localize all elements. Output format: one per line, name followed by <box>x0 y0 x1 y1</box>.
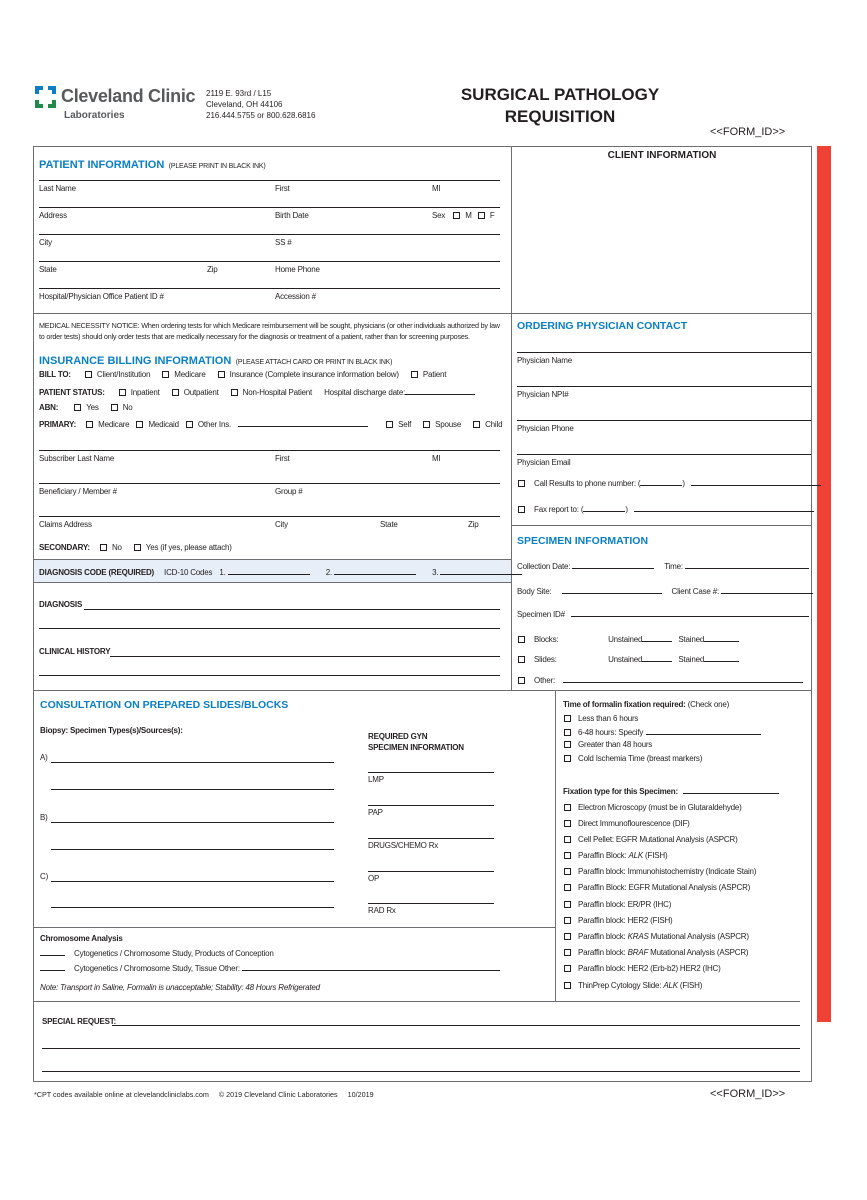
diagnosis-field[interactable] <box>84 609 500 610</box>
blocks-unstained-field[interactable] <box>642 634 672 642</box>
home-phone-field[interactable]: Home Phone <box>275 265 320 274</box>
specimen-id-row: Specimen ID# <box>517 609 809 619</box>
fixation-type-option: Paraffin block: KRAS Mutational Analysis (ASPCR) <box>564 932 749 941</box>
physician-npi-field[interactable]: Physician NPI# <box>517 390 569 399</box>
lmp-field[interactable] <box>368 772 494 773</box>
form-id-bottom: <<FORM_ID>> <box>710 1088 786 1100</box>
sex-f-checkbox[interactable] <box>478 212 485 219</box>
field-line <box>39 261 500 262</box>
primary-other-checkbox[interactable] <box>186 421 193 428</box>
call-results-checkbox[interactable] <box>518 480 525 487</box>
divider <box>555 690 556 1002</box>
field-line <box>517 454 811 455</box>
field-line <box>39 288 500 289</box>
fixation-gt48-checkbox[interactable] <box>564 741 571 748</box>
body-site-row: Body Site: Client Case #: <box>517 586 813 596</box>
field-line <box>39 516 500 517</box>
fixation-her2-fish-checkbox[interactable] <box>564 917 571 924</box>
client-info-heading: CLIENT INFORMATION <box>607 150 717 161</box>
accession-field[interactable]: Accession # <box>275 292 316 301</box>
client-info-area[interactable] <box>515 165 807 309</box>
accent-bar <box>817 146 831 1022</box>
group-field[interactable]: Group # <box>275 487 303 496</box>
source-c-label: C) <box>40 872 49 881</box>
bill-medicare-checkbox[interactable] <box>162 371 169 378</box>
fixation-time-option: Less than 6 hours <box>564 714 638 723</box>
fixation-specify-field[interactable] <box>646 727 761 735</box>
ss-field[interactable]: SS # <box>275 238 292 247</box>
collection-time-field[interactable] <box>685 561 809 569</box>
logo-name: Cleveland Clinic <box>61 86 196 106</box>
physician-heading: ORDERING PHYSICIAN CONTACT <box>517 320 688 332</box>
source-c-field-line2[interactable] <box>51 907 334 908</box>
clinical-history-label: CLINICAL HISTORY <box>39 647 111 656</box>
field-line <box>517 420 811 421</box>
op-label: OP <box>368 874 380 883</box>
sex-m-checkbox[interactable] <box>453 212 460 219</box>
special-request-line2[interactable] <box>42 1048 800 1049</box>
fixation-time-option: Cold Ischemia Time (breast markers) <box>564 754 702 763</box>
other-row: Other: <box>518 675 803 685</box>
fixation-type-option: Paraffin block: HER2 (FISH) <box>564 916 673 925</box>
divider <box>511 525 812 526</box>
slides-stained-field[interactable] <box>704 654 739 662</box>
chromosome-heading: Chromosome Analysis <box>40 934 123 943</box>
chromosome-note: Note: Transport in Saline, Formalin is unacceptable; Stability: 48 Hours Refrigerated <box>40 983 320 992</box>
call-area-code-field[interactable] <box>640 478 682 486</box>
status-nonhospital-checkbox[interactable] <box>231 389 238 396</box>
other-ins-field[interactable] <box>238 419 368 427</box>
abn-yes-checkbox[interactable] <box>74 404 81 411</box>
physician-name-field[interactable]: Physician Name <box>517 356 573 365</box>
fax-number-field[interactable] <box>634 504 814 512</box>
medical-necessity-notice: MEDICAL NECESSITY NOTICE: When ordering tests for which Medicare reimbursement will be sought, physicians (or other individuals authorized by law to order tests) should only order tests that are medically necessary for the diagnosis or treatment of a patient, rather than for screening purposes. <box>39 321 500 341</box>
claims-state-field[interactable]: State <box>380 520 398 529</box>
field-line <box>39 180 500 181</box>
fax-checkbox[interactable] <box>518 506 525 513</box>
fixation-time-option: Greater than 48 hours <box>564 740 652 749</box>
fixation-kras-checkbox[interactable] <box>564 933 571 940</box>
patient-id-field[interactable]: Hospital/Physician Office Patient ID # <box>39 292 164 301</box>
blocks-stained-field[interactable] <box>704 634 739 642</box>
fixation-type-option: Electron Microscopy (must be in Glutaraldehyde) <box>564 803 742 812</box>
special-request-label: SPECIAL REQUEST: <box>42 1017 116 1026</box>
primary-row: PRIMARY: Medicare Medicaid Other Ins. Self Spouse Child <box>39 420 503 429</box>
collection-date-field[interactable] <box>572 561 654 569</box>
state-field[interactable]: State <box>39 265 57 274</box>
source-a-field[interactable] <box>51 762 334 763</box>
page-title: SURGICAL PATHOLOGY REQUISITION <box>460 85 660 126</box>
rad-rx-field[interactable] <box>368 903 494 904</box>
chromosome-poc-field[interactable] <box>40 948 65 956</box>
fixation-type-option: Paraffin block: BRAF Mutational Analysis (ASPCR) <box>564 948 748 957</box>
discharge-date-field[interactable] <box>405 387 475 395</box>
fixation-time-option: 6-48 hours: Specify <box>564 727 761 737</box>
relation-child-checkbox[interactable] <box>473 421 480 428</box>
diagnosis-label: DIAGNOSIS <box>39 600 83 609</box>
first-name-field[interactable]: First <box>275 184 290 193</box>
claims-city-field[interactable]: City <box>275 520 288 529</box>
gyn-heading: REQUIRED GYN SPECIMEN INFORMATION <box>368 732 464 752</box>
fixation-erpr-checkbox[interactable] <box>564 901 571 908</box>
fixation-em-checkbox[interactable] <box>564 804 571 811</box>
source-b-label: B) <box>40 813 48 822</box>
source-a-label: A) <box>40 753 48 762</box>
relation-spouse-checkbox[interactable] <box>423 421 430 428</box>
physician-phone-field[interactable]: Physician Phone <box>517 424 574 433</box>
source-c-field[interactable] <box>51 881 334 882</box>
divider <box>33 927 555 928</box>
fixation-cell-pellet-checkbox[interactable] <box>564 836 571 843</box>
patient-status-row: PATIENT STATUS: Inpatient Outpatient Non-Hospital Patient Hospital discharge date: <box>39 387 475 397</box>
op-field[interactable] <box>368 871 494 872</box>
source-a-field-line2[interactable] <box>51 789 334 790</box>
lmp-label: LMP <box>368 775 384 784</box>
call-results-row: Call Results to phone number: ( ) <box>518 478 821 488</box>
sex-group: Sex M F <box>432 211 495 220</box>
chromosome-tissue-field[interactable] <box>40 963 65 971</box>
pap-field[interactable] <box>368 805 494 806</box>
clinical-history-field-line2[interactable] <box>39 675 500 676</box>
secondary-no-checkbox[interactable] <box>100 544 107 551</box>
primary-medicaid-checkbox[interactable] <box>136 421 143 428</box>
biopsy-label: Biopsy: Specimen Types(s)/Sources(s): <box>40 726 183 735</box>
status-inpatient-checkbox[interactable] <box>119 389 126 396</box>
fixation-type-option: Paraffin block: HER2 (Erb-b2) HER2 (IHC) <box>564 964 721 973</box>
field-line <box>39 207 500 208</box>
pap-label: PAP <box>368 808 383 817</box>
abn-no-checkbox[interactable] <box>111 404 118 411</box>
secondary-yes-checkbox[interactable] <box>134 544 141 551</box>
address-field[interactable]: Address <box>39 211 67 220</box>
physician-email-field[interactable]: Physician Email <box>517 458 571 467</box>
other-field[interactable] <box>563 675 803 683</box>
slides-row: Slides: Unstained Stained <box>518 654 739 664</box>
lab-address: 2119 E. 93rd / L15 Cleveland, OH 44106 216.444.5755 or 800.628.6816 <box>206 89 316 120</box>
bill-to-row: BILL TO: Client/Institution Medicare Insurance (Complete insurance information below) Patient <box>39 370 447 379</box>
diagnosis-field-line2[interactable] <box>39 628 500 629</box>
icd-code-1-field[interactable] <box>228 567 310 575</box>
clinical-history-field[interactable] <box>110 656 500 657</box>
claims-address-field[interactable]: Claims Address <box>39 520 92 529</box>
fixation-lt6-checkbox[interactable] <box>564 715 571 722</box>
bill-patient-checkbox[interactable] <box>411 371 418 378</box>
specimen-id-field[interactable] <box>571 609 809 617</box>
cleveland-clinic-logo-icon <box>35 86 56 108</box>
specimen-heading: SPECIMEN INFORMATION <box>517 535 649 547</box>
claims-zip-field[interactable]: Zip <box>468 520 479 529</box>
source-b-field[interactable] <box>51 822 334 823</box>
other-checkbox[interactable] <box>518 677 525 684</box>
special-request-line3[interactable] <box>42 1071 800 1072</box>
icd-code-2-field[interactable] <box>334 567 416 575</box>
fixation-thinprep-checkbox[interactable] <box>564 982 571 989</box>
blocks-row: Blocks: Unstained Stained <box>518 634 739 644</box>
slides-unstained-field[interactable] <box>642 654 672 662</box>
insurance-heading: INSURANCE BILLING INFORMATION (PLEASE ATTACH CARD OR PRINT IN BLACK INK) <box>39 355 393 367</box>
city-field[interactable]: City <box>39 238 52 247</box>
drugs-chemo-label: DRUGS/CHEMO Rx <box>368 841 439 850</box>
collection-date-row: Collection Date: Time: <box>517 561 809 571</box>
slides-checkbox[interactable] <box>518 656 525 663</box>
subscriber-first-field[interactable]: First <box>275 454 290 463</box>
field-line <box>517 386 811 387</box>
divider <box>33 690 812 691</box>
fax-area-code-field[interactable] <box>583 504 625 512</box>
fixation-type-option: Paraffin Block: EGFR Mutational Analysis (ASPCR) <box>564 883 750 892</box>
field-line <box>39 483 500 484</box>
source-b-field-line2[interactable] <box>51 849 334 850</box>
beneficiary-field[interactable]: Beneficiary / Member # <box>39 487 117 496</box>
fixation-type-option: ThinPrep Cytology Slide: ALK (FISH) <box>564 981 702 990</box>
fixation-type-option: Paraffin block: Immunohistochemistry (Indicate Stain) <box>564 867 756 876</box>
form-id-top: <<FORM_ID>> <box>710 126 786 138</box>
body-site-field[interactable] <box>562 586 662 594</box>
fixation-egfr-block-checkbox[interactable] <box>564 884 571 891</box>
blocks-checkbox[interactable] <box>518 636 525 643</box>
client-case-field[interactable] <box>721 586 813 594</box>
cold-ischemia-checkbox[interactable] <box>564 755 571 762</box>
subscriber-last-field[interactable]: Subscriber Last Name <box>39 454 115 463</box>
tissue-other-field[interactable] <box>242 963 500 971</box>
fixation-her2-ihc-checkbox[interactable] <box>564 965 571 972</box>
call-phone-field[interactable] <box>691 478 821 486</box>
fixation-type-heading: Fixation type for this Specimen: <box>563 786 779 796</box>
bill-client-checkbox[interactable] <box>85 371 92 378</box>
chromosome-item-2: Cytogenetics / Chromosome Study, Tissue Other: <box>40 963 500 973</box>
bill-insurance-checkbox[interactable] <box>218 371 225 378</box>
footer-text: *CPT codes available online at clevelandcliniclabs.com © 2019 Cleveland Clinic Laboratories 10/2019 <box>34 1090 374 1099</box>
birth-date-field[interactable]: Birth Date <box>275 211 309 220</box>
drugs-chemo-field[interactable] <box>368 838 494 839</box>
fixation-6-48-checkbox[interactable] <box>564 729 571 736</box>
diagnosis-code-row: DIAGNOSIS CODE (REQUIRED) ICD-10 Codes 1. 2. 3. <box>39 567 522 577</box>
field-line <box>39 234 500 235</box>
chromosome-item-1: Cytogenetics / Chromosome Study, Products of Conception <box>40 948 274 958</box>
icd-code-3-field[interactable] <box>440 567 522 575</box>
secondary-row: SECONDARY: No Yes (if yes, please attach) <box>39 543 232 552</box>
fixation-type-field[interactable] <box>683 786 779 794</box>
relation-self-checkbox[interactable] <box>386 421 393 428</box>
special-request-field[interactable] <box>112 1025 800 1026</box>
rad-rx-label: RAD Rx <box>368 906 396 915</box>
fixation-ihc-checkbox[interactable] <box>564 868 571 875</box>
primary-medicare-checkbox[interactable] <box>86 421 93 428</box>
fixation-alk-fish-checkbox[interactable] <box>564 852 571 859</box>
mi-field[interactable]: MI <box>432 184 441 193</box>
subscriber-mi-field[interactable]: MI <box>432 454 441 463</box>
fixation-type-option: Direct Immunoflourescence (DIF) <box>564 819 690 828</box>
zip-field[interactable]: Zip <box>207 265 218 274</box>
consultation-heading: CONSULTATION ON PREPARED SLIDES/BLOCKS <box>40 699 289 711</box>
patient-info-heading: PATIENT INFORMATION (PLEASE PRINT IN BLACK INK) <box>39 159 266 171</box>
abn-row: ABN: Yes No <box>39 403 133 412</box>
fixation-braf-checkbox[interactable] <box>564 949 571 956</box>
field-line <box>39 450 500 451</box>
last-name-field[interactable]: Last Name <box>39 184 76 193</box>
status-outpatient-checkbox[interactable] <box>172 389 179 396</box>
fax-row: Fax report to: ( ) <box>518 504 814 514</box>
logo-subtitle: Laboratories <box>64 110 125 121</box>
divider <box>33 1001 800 1002</box>
divider <box>33 313 812 314</box>
fixation-type-option: Paraffin Block: ALK (FISH) <box>564 851 667 860</box>
fixation-type-option: Paraffin block: ER/PR (IHC) <box>564 900 671 909</box>
divider <box>511 146 512 690</box>
field-line <box>517 352 811 353</box>
fixation-time-heading: Time of formalin fixation required: (Check one) <box>563 700 730 709</box>
fixation-type-option: Cell Pellet: EGFR Mutational Analysis (ASPCR) <box>564 835 738 844</box>
fixation-dif-checkbox[interactable] <box>564 820 571 827</box>
